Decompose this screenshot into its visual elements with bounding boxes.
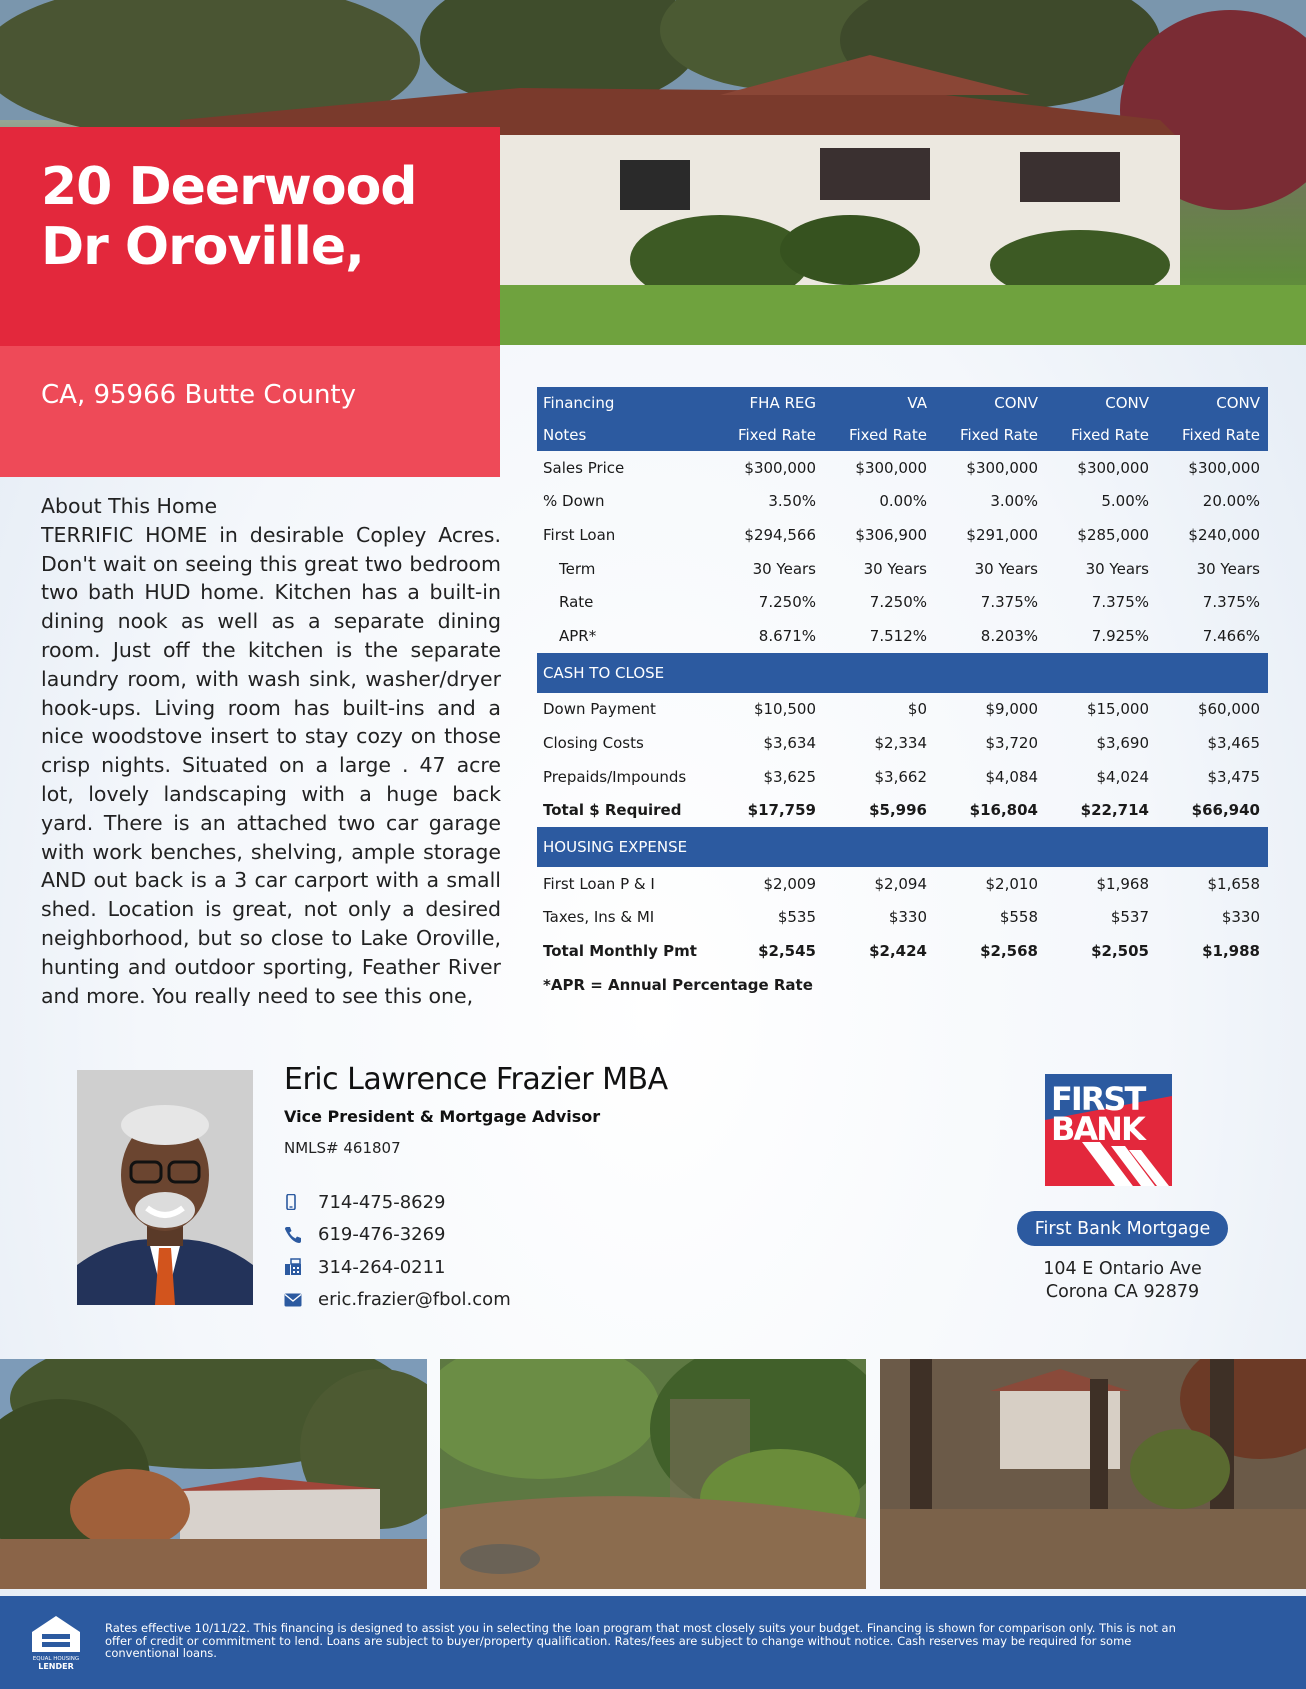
agent-name: Eric Lawrence Frazier MBA bbox=[284, 1062, 668, 1097]
cell: 3.50% bbox=[768, 492, 816, 511]
phone-icon bbox=[284, 1226, 318, 1244]
cell: $330 bbox=[888, 908, 927, 927]
table-row-total bbox=[537, 934, 1268, 968]
contact-phone[interactable] bbox=[284, 1219, 511, 1252]
cell: $3,625 bbox=[763, 767, 816, 786]
bank-address-line-2: Corona CA 92879 bbox=[1045, 1282, 1200, 1302]
program-note: Fixed Rate bbox=[1070, 426, 1149, 444]
cell: $240,000 bbox=[1188, 525, 1260, 544]
bank-name-badge: First Bank Mortgage bbox=[1017, 1211, 1228, 1246]
envelope-icon bbox=[284, 1293, 318, 1307]
cell: $330 bbox=[1221, 908, 1260, 927]
row-label: Total Monthly Pmt bbox=[543, 941, 697, 960]
cell: $537 bbox=[1110, 908, 1149, 927]
cell: 8.671% bbox=[758, 626, 816, 645]
program-name: CONV bbox=[1216, 394, 1260, 412]
cell: $3,690 bbox=[1096, 733, 1149, 752]
housing-expense-heading: HOUSING EXPENSE bbox=[537, 827, 1268, 867]
agent-contacts bbox=[284, 1186, 511, 1316]
address-line-2: Dr Oroville, bbox=[41, 217, 364, 277]
agent-headshot bbox=[77, 1070, 253, 1305]
cell: $4,084 bbox=[985, 767, 1038, 786]
ehl-label-line-2: LENDER bbox=[38, 1662, 74, 1671]
table-row bbox=[537, 726, 1268, 760]
row-label: Closing Costs bbox=[543, 733, 644, 752]
cell: 7.375% bbox=[1202, 593, 1260, 612]
table-row bbox=[537, 901, 1268, 935]
row-label: APR* bbox=[559, 626, 597, 645]
table-row-total bbox=[537, 793, 1268, 827]
contact-fax[interactable] bbox=[284, 1251, 511, 1284]
contact-phone-value: 619-476-3269 bbox=[318, 1224, 446, 1246]
cell: 30 Years bbox=[974, 559, 1038, 578]
gallery-photo-arbor bbox=[880, 1359, 1306, 1589]
table-row bbox=[537, 451, 1268, 485]
bank-address-line-1: 104 E Ontario Ave bbox=[1043, 1259, 1202, 1279]
table-row bbox=[537, 552, 1268, 586]
program-note: Fixed Rate bbox=[848, 426, 927, 444]
cell: $17,759 bbox=[747, 801, 816, 820]
table-row bbox=[537, 867, 1268, 901]
cell: 20.00% bbox=[1202, 492, 1260, 511]
row-label: Down Payment bbox=[543, 700, 656, 719]
table-row bbox=[537, 518, 1268, 552]
property-address bbox=[41, 157, 481, 277]
cell: 8.203% bbox=[980, 626, 1038, 645]
row-label: % Down bbox=[543, 492, 605, 511]
program-note: Fixed Rate bbox=[959, 426, 1038, 444]
cell: $3,662 bbox=[874, 767, 927, 786]
apr-footnote: *APR = Annual Percentage Rate bbox=[543, 975, 813, 994]
table-row bbox=[537, 619, 1268, 653]
table-header-financing bbox=[537, 387, 1268, 419]
cell: $3,475 bbox=[1207, 767, 1260, 786]
cell: 30 Years bbox=[863, 559, 927, 578]
row-label: Prepaids/Impounds bbox=[543, 767, 687, 786]
row-label: Rate bbox=[559, 593, 594, 612]
cell: $300,000 bbox=[1188, 458, 1260, 477]
cell: $10,500 bbox=[753, 700, 816, 719]
cell: $2,545 bbox=[758, 941, 816, 960]
first-bank-logo bbox=[1045, 1074, 1172, 1186]
cell: $291,000 bbox=[966, 525, 1038, 544]
program-note: Fixed Rate bbox=[737, 426, 816, 444]
program-name: VA bbox=[907, 394, 927, 412]
disclaimer-footer bbox=[0, 1596, 1306, 1689]
program-name: CONV bbox=[1105, 394, 1149, 412]
cell: $22,714 bbox=[1080, 801, 1149, 820]
cell: $300,000 bbox=[855, 458, 927, 477]
cell: 7.250% bbox=[758, 593, 816, 612]
disclaimer-text: Rates effective 10/11/22. This financing is designed to assist you in selecting the loan program that most closely suits your budget. Financing is shown for comparison only. This is not an offer of credit or commitment to lend. Loans are subject to buyer/property qualification. Rates/fees are subject to change without notice. Cash reserves may be required for some conventional loans. bbox=[105, 1621, 1176, 1660]
cell: $535 bbox=[777, 908, 816, 927]
equal-housing-lender-icon bbox=[30, 1614, 82, 1672]
cell: $294,566 bbox=[744, 525, 816, 544]
cell: $3,465 bbox=[1207, 733, 1260, 752]
row-label: Taxes, Ins & MI bbox=[543, 908, 655, 927]
cell: $558 bbox=[999, 908, 1038, 927]
program-note: Fixed Rate bbox=[1181, 426, 1260, 444]
cell: $3,634 bbox=[763, 733, 816, 752]
table-row bbox=[537, 760, 1268, 794]
address-panel bbox=[0, 127, 500, 477]
cell: $2,424 bbox=[869, 941, 927, 960]
cell: $1,968 bbox=[1096, 874, 1149, 893]
cell: $1,658 bbox=[1207, 874, 1260, 893]
rate-comparison-table bbox=[537, 387, 1268, 1002]
ehl-label-line-1: EQUAL HOUSING bbox=[32, 1656, 80, 1662]
cell: $300,000 bbox=[1077, 458, 1149, 477]
row-label: Sales Price bbox=[543, 458, 625, 477]
property-location: CA, 95966 Butte County bbox=[41, 380, 357, 410]
financing-label: Financing bbox=[543, 394, 615, 412]
cell: $4,024 bbox=[1096, 767, 1149, 786]
cell: 7.375% bbox=[1091, 593, 1149, 612]
cash-to-close-heading: CASH TO CLOSE bbox=[537, 653, 1268, 693]
logo-text-first: FIRST bbox=[1051, 1080, 1145, 1118]
cell: $2,334 bbox=[874, 733, 927, 752]
cell: $0 bbox=[907, 700, 927, 719]
gallery-photo-back-yard bbox=[440, 1359, 866, 1589]
mobile-phone-icon bbox=[284, 1194, 318, 1210]
program-name: FHA REG bbox=[749, 394, 816, 412]
cell: $60,000 bbox=[1197, 700, 1260, 719]
cell: 30 Years bbox=[1196, 559, 1260, 578]
contact-fax-value: 314-264-0211 bbox=[318, 1256, 446, 1278]
address-panel-lower bbox=[0, 346, 500, 477]
fax-icon bbox=[284, 1258, 318, 1276]
row-label: Total $ Required bbox=[543, 801, 682, 820]
cell: 30 Years bbox=[1085, 559, 1149, 578]
row-label: First Loan P & I bbox=[543, 874, 655, 893]
program-name: CONV bbox=[994, 394, 1038, 412]
cell: $300,000 bbox=[744, 458, 816, 477]
cell: $66,940 bbox=[1191, 801, 1260, 820]
cell: $1,988 bbox=[1202, 941, 1260, 960]
cell: 30 Years bbox=[752, 559, 816, 578]
gallery-photo-front-yard bbox=[0, 1359, 427, 1589]
cell: 3.00% bbox=[990, 492, 1038, 511]
cell: $2,568 bbox=[980, 941, 1038, 960]
cell: 7.250% bbox=[869, 593, 927, 612]
cell: $2,505 bbox=[1091, 941, 1149, 960]
about-description: TERRIFIC HOME in desirable Copley Acres. Don't wait on seeing this great two bedroom two bath HUD home. Kitchen has a built-in dining nook as well as a separate dining room. Just off the kitchen is the separate laundry room, with wash sink, washer/dryer hook-ups. Living room has built-ins and a nice woodstove insert to stay cozy on those crisp nights. Situated on a large . 47 acre lot, lovely landscaping with a huge back yard. There is an attached two car garage with work benches, shelving, ample storage AND out back is a 3 car carport with a small shed. Location is great, not only a desired neighborhood, but so close to Lake Oroville, hunting and outdoor sporting, Feather River and more. You really need to see this one, bbox=[41, 522, 501, 1006]
notes-label: Notes bbox=[543, 426, 587, 444]
cell: 7.925% bbox=[1091, 626, 1149, 645]
cell: $5,996 bbox=[869, 801, 927, 820]
cell: $9,000 bbox=[985, 700, 1038, 719]
row-label: First Loan bbox=[543, 525, 616, 544]
cell: $306,900 bbox=[855, 525, 927, 544]
bank-address bbox=[1017, 1258, 1228, 1304]
contact-mobile[interactable] bbox=[284, 1186, 511, 1219]
row-label: Term bbox=[559, 559, 596, 578]
about-section bbox=[41, 492, 501, 1006]
cell: $2,094 bbox=[874, 874, 927, 893]
contact-email[interactable] bbox=[284, 1284, 511, 1317]
contact-mobile-value: 714-475-8629 bbox=[318, 1191, 446, 1213]
table-row bbox=[537, 485, 1268, 519]
cell: $16,804 bbox=[969, 801, 1038, 820]
contact-email-value: eric.frazier@fbol.com bbox=[318, 1289, 511, 1311]
cell: 5.00% bbox=[1101, 492, 1149, 511]
address-line-1: 20 Deerwood bbox=[41, 157, 417, 217]
cell: 0.00% bbox=[879, 492, 927, 511]
cell: $2,010 bbox=[985, 874, 1038, 893]
cell: $3,720 bbox=[985, 733, 1038, 752]
about-heading: About This Home bbox=[41, 494, 218, 518]
table-row bbox=[537, 693, 1268, 727]
cell: $300,000 bbox=[966, 458, 1038, 477]
cell: 7.375% bbox=[980, 593, 1038, 612]
table-header-notes bbox=[537, 419, 1268, 451]
cell: $285,000 bbox=[1077, 525, 1149, 544]
agent-title: Vice President & Mortgage Advisor bbox=[284, 1107, 601, 1126]
cell: $2,009 bbox=[763, 874, 816, 893]
logo-text-bank: BANK bbox=[1051, 1110, 1144, 1148]
cell: 7.512% bbox=[869, 626, 927, 645]
cell: 7.466% bbox=[1202, 626, 1260, 645]
cell: $15,000 bbox=[1086, 700, 1149, 719]
table-row bbox=[537, 585, 1268, 619]
agent-nmls: NMLS# 461807 bbox=[284, 1139, 401, 1157]
